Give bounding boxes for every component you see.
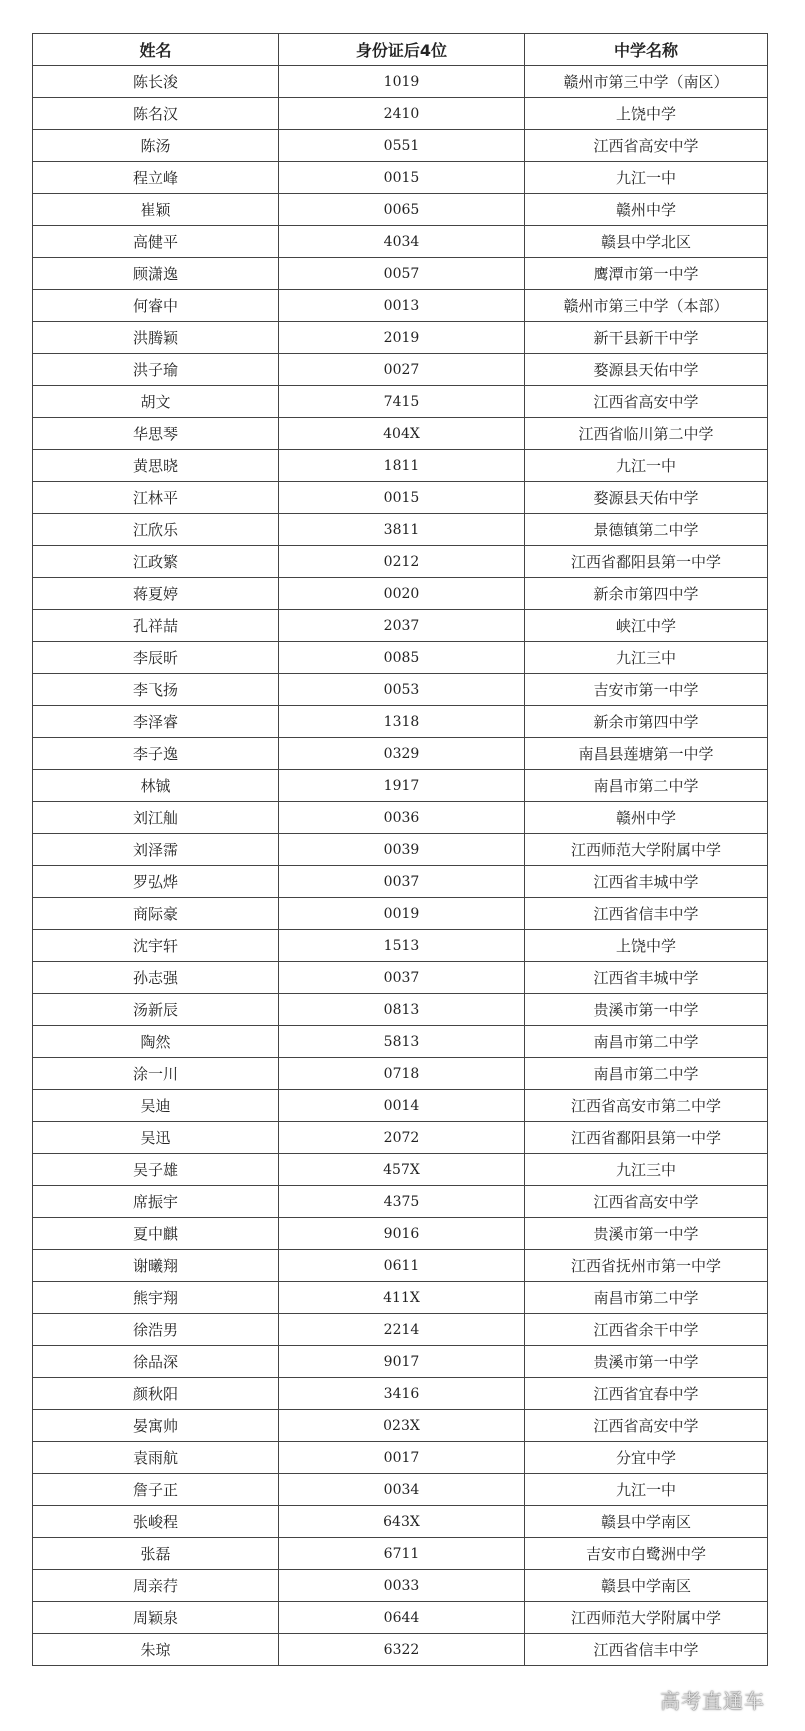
cell-school: 南昌县莲塘第一中学 bbox=[525, 738, 768, 770]
cell-school: 江西师范大学附属中学 bbox=[525, 834, 768, 866]
cell-name: 李飞扬 bbox=[33, 674, 279, 706]
table-row bbox=[33, 322, 768, 354]
cell-school: 九江三中 bbox=[525, 642, 768, 674]
cell-name: 张峻程 bbox=[33, 1506, 279, 1538]
cell-id-last4: 0611 bbox=[279, 1250, 525, 1282]
cell-id-last4: 6711 bbox=[279, 1538, 525, 1570]
cell-name: 林铖 bbox=[33, 770, 279, 802]
header-id-last4: 身份证后4位 bbox=[279, 34, 525, 66]
cell-name: 胡文 bbox=[33, 386, 279, 418]
cell-school: 南昌市第二中学 bbox=[525, 770, 768, 802]
cell-id-last4: 5813 bbox=[279, 1026, 525, 1058]
table-row bbox=[33, 1634, 768, 1666]
table-row bbox=[33, 962, 768, 994]
table-row bbox=[33, 130, 768, 162]
cell-id-last4: 6322 bbox=[279, 1634, 525, 1666]
cell-school: 贵溪市第一中学 bbox=[525, 994, 768, 1026]
cell-name: 熊宇翔 bbox=[33, 1282, 279, 1314]
cell-school: 江西省高安中学 bbox=[525, 1410, 768, 1442]
cell-name: 吴子雄 bbox=[33, 1154, 279, 1186]
table-row bbox=[33, 1538, 768, 1570]
cell-school: 江西省信丰中学 bbox=[525, 1634, 768, 1666]
table-row bbox=[33, 1026, 768, 1058]
table-row bbox=[33, 1346, 768, 1378]
cell-id-last4: 404X bbox=[279, 418, 525, 450]
cell-id-last4: 457X bbox=[279, 1154, 525, 1186]
cell-id-last4: 1513 bbox=[279, 930, 525, 962]
cell-school: 新余市第四中学 bbox=[525, 578, 768, 610]
cell-name: 何睿中 bbox=[33, 290, 279, 322]
cell-id-last4: 2410 bbox=[279, 98, 525, 130]
cell-school: 上饶中学 bbox=[525, 98, 768, 130]
cell-id-last4: 0551 bbox=[279, 130, 525, 162]
cell-id-last4: 0085 bbox=[279, 642, 525, 674]
cell-school: 江西省信丰中学 bbox=[525, 898, 768, 930]
cell-school: 江西省宜春中学 bbox=[525, 1378, 768, 1410]
cell-school: 婺源县天佑中学 bbox=[525, 354, 768, 386]
cell-school: 赣县中学南区 bbox=[525, 1570, 768, 1602]
table-row bbox=[33, 514, 768, 546]
cell-school: 新干县新干中学 bbox=[525, 322, 768, 354]
cell-school: 上饶中学 bbox=[525, 930, 768, 962]
cell-name: 涂一川 bbox=[33, 1058, 279, 1090]
cell-id-last4: 2072 bbox=[279, 1122, 525, 1154]
cell-id-last4: 411X bbox=[279, 1282, 525, 1314]
cell-id-last4: 0020 bbox=[279, 578, 525, 610]
table-row bbox=[33, 1314, 768, 1346]
cell-name: 汤新辰 bbox=[33, 994, 279, 1026]
cell-school: 新余市第四中学 bbox=[525, 706, 768, 738]
cell-id-last4: 7415 bbox=[279, 386, 525, 418]
cell-school: 贵溪市第一中学 bbox=[525, 1218, 768, 1250]
cell-name: 周亲荇 bbox=[33, 1570, 279, 1602]
cell-name: 徐浩男 bbox=[33, 1314, 279, 1346]
cell-id-last4: 0015 bbox=[279, 482, 525, 514]
table-row bbox=[33, 578, 768, 610]
table-row bbox=[33, 770, 768, 802]
cell-school: 赣州中学 bbox=[525, 194, 768, 226]
table-row bbox=[33, 1282, 768, 1314]
cell-id-last4: 3811 bbox=[279, 514, 525, 546]
cell-name: 周颖泉 bbox=[33, 1602, 279, 1634]
cell-name: 黄思晓 bbox=[33, 450, 279, 482]
table-row bbox=[33, 546, 768, 578]
cell-name: 吴迪 bbox=[33, 1090, 279, 1122]
table-row bbox=[33, 194, 768, 226]
header-row bbox=[33, 34, 768, 66]
cell-id-last4: 0037 bbox=[279, 866, 525, 898]
cell-id-last4: 0015 bbox=[279, 162, 525, 194]
cell-name: 陈长浚 bbox=[33, 66, 279, 98]
table-row bbox=[33, 706, 768, 738]
table-row bbox=[33, 66, 768, 98]
table-row bbox=[33, 290, 768, 322]
cell-name: 陶然 bbox=[33, 1026, 279, 1058]
table-row bbox=[33, 450, 768, 482]
table-row bbox=[33, 930, 768, 962]
cell-id-last4: 0039 bbox=[279, 834, 525, 866]
table-row bbox=[33, 354, 768, 386]
table-row bbox=[33, 898, 768, 930]
table-row bbox=[33, 98, 768, 130]
cell-name: 孙志强 bbox=[33, 962, 279, 994]
cell-name: 崔颖 bbox=[33, 194, 279, 226]
cell-name: 顾潇逸 bbox=[33, 258, 279, 290]
cell-school: 九江一中 bbox=[525, 162, 768, 194]
cell-id-last4: 1917 bbox=[279, 770, 525, 802]
cell-name: 晏寓帅 bbox=[33, 1410, 279, 1442]
table-row bbox=[33, 1218, 768, 1250]
cell-name: 沈宇轩 bbox=[33, 930, 279, 962]
cell-name: 陈汤 bbox=[33, 130, 279, 162]
table-row bbox=[33, 610, 768, 642]
cell-name: 朱琼 bbox=[33, 1634, 279, 1666]
table-row bbox=[33, 1442, 768, 1474]
table-body bbox=[33, 66, 768, 1666]
cell-name: 吴迅 bbox=[33, 1122, 279, 1154]
cell-id-last4: 0718 bbox=[279, 1058, 525, 1090]
cell-id-last4: 0065 bbox=[279, 194, 525, 226]
cell-name: 江林平 bbox=[33, 482, 279, 514]
watermark-text: 高考直通车 bbox=[660, 1689, 765, 1713]
table-row bbox=[33, 1474, 768, 1506]
cell-school: 九江三中 bbox=[525, 1154, 768, 1186]
cell-name: 商际豪 bbox=[33, 898, 279, 930]
cell-name: 张磊 bbox=[33, 1538, 279, 1570]
table-row bbox=[33, 162, 768, 194]
cell-id-last4: 643X bbox=[279, 1506, 525, 1538]
cell-school: 江西省鄱阳县第一中学 bbox=[525, 546, 768, 578]
cell-school: 赣县中学北区 bbox=[525, 226, 768, 258]
cell-name: 高健平 bbox=[33, 226, 279, 258]
cell-id-last4: 0027 bbox=[279, 354, 525, 386]
cell-school: 江西省余干中学 bbox=[525, 1314, 768, 1346]
cell-school: 赣州中学 bbox=[525, 802, 768, 834]
table-row bbox=[33, 1570, 768, 1602]
header-name: 姓名 bbox=[33, 34, 279, 66]
table-row bbox=[33, 258, 768, 290]
table-row bbox=[33, 226, 768, 258]
cell-id-last4: 3416 bbox=[279, 1378, 525, 1410]
cell-id-last4: 0033 bbox=[279, 1570, 525, 1602]
student-list-table bbox=[32, 33, 768, 1666]
cell-id-last4: 4034 bbox=[279, 226, 525, 258]
table-row bbox=[33, 674, 768, 706]
cell-name: 李子逸 bbox=[33, 738, 279, 770]
cell-school: 江西省临川第二中学 bbox=[525, 418, 768, 450]
cell-school: 南昌市第二中学 bbox=[525, 1058, 768, 1090]
cell-school: 贵溪市第一中学 bbox=[525, 1346, 768, 1378]
cell-id-last4: 1019 bbox=[279, 66, 525, 98]
cell-name: 江政繁 bbox=[33, 546, 279, 578]
cell-name: 刘江舢 bbox=[33, 802, 279, 834]
table-row bbox=[33, 738, 768, 770]
table-row bbox=[33, 1602, 768, 1634]
cell-school: 江西省高安市第二中学 bbox=[525, 1090, 768, 1122]
cell-name: 席振宇 bbox=[33, 1186, 279, 1218]
table-row bbox=[33, 482, 768, 514]
table-row bbox=[33, 642, 768, 674]
cell-id-last4: 0037 bbox=[279, 962, 525, 994]
cell-school: 九江一中 bbox=[525, 450, 768, 482]
cell-id-last4: 2037 bbox=[279, 610, 525, 642]
table-row bbox=[33, 386, 768, 418]
cell-school: 赣县中学南区 bbox=[525, 1506, 768, 1538]
cell-id-last4: 0813 bbox=[279, 994, 525, 1026]
cell-id-last4: 2214 bbox=[279, 1314, 525, 1346]
cell-id-last4: 0036 bbox=[279, 802, 525, 834]
cell-id-last4: 023X bbox=[279, 1410, 525, 1442]
cell-school: 江西省高安中学 bbox=[525, 1186, 768, 1218]
table-row bbox=[33, 418, 768, 450]
cell-id-last4: 0013 bbox=[279, 290, 525, 322]
cell-name: 洪腾颖 bbox=[33, 322, 279, 354]
cell-id-last4: 0329 bbox=[279, 738, 525, 770]
cell-school: 南昌市第二中学 bbox=[525, 1026, 768, 1058]
cell-id-last4: 9017 bbox=[279, 1346, 525, 1378]
cell-name: 袁雨航 bbox=[33, 1442, 279, 1474]
cell-name: 谢曦翔 bbox=[33, 1250, 279, 1282]
cell-name: 蒋夏婷 bbox=[33, 578, 279, 610]
cell-school: 分宜中学 bbox=[525, 1442, 768, 1474]
cell-school: 南昌市第二中学 bbox=[525, 1282, 768, 1314]
cell-id-last4: 0644 bbox=[279, 1602, 525, 1634]
cell-school: 江西省高安中学 bbox=[525, 386, 768, 418]
cell-name: 李辰昕 bbox=[33, 642, 279, 674]
table-row bbox=[33, 802, 768, 834]
cell-name: 徐品深 bbox=[33, 1346, 279, 1378]
cell-school: 赣州市第三中学（南区） bbox=[525, 66, 768, 98]
cell-name: 詹子正 bbox=[33, 1474, 279, 1506]
cell-id-last4: 0014 bbox=[279, 1090, 525, 1122]
table-row bbox=[33, 994, 768, 1026]
cell-id-last4: 9016 bbox=[279, 1218, 525, 1250]
cell-name: 华思琴 bbox=[33, 418, 279, 450]
cell-name: 程立峰 bbox=[33, 162, 279, 194]
table-header bbox=[33, 34, 768, 66]
cell-school: 江西省抚州市第一中学 bbox=[525, 1250, 768, 1282]
cell-school: 江西省高安中学 bbox=[525, 130, 768, 162]
header-school: 中学名称 bbox=[525, 34, 768, 66]
cell-id-last4: 0017 bbox=[279, 1442, 525, 1474]
cell-school: 江西省丰城中学 bbox=[525, 866, 768, 898]
cell-id-last4: 4375 bbox=[279, 1186, 525, 1218]
cell-school: 江西省鄱阳县第一中学 bbox=[525, 1122, 768, 1154]
table-row bbox=[33, 1058, 768, 1090]
table-row bbox=[33, 834, 768, 866]
cell-name: 罗弘烨 bbox=[33, 866, 279, 898]
cell-name: 李泽睿 bbox=[33, 706, 279, 738]
cell-id-last4: 0057 bbox=[279, 258, 525, 290]
table-row bbox=[33, 866, 768, 898]
cell-id-last4: 1318 bbox=[279, 706, 525, 738]
table-row bbox=[33, 1154, 768, 1186]
table-row bbox=[33, 1186, 768, 1218]
table-row bbox=[33, 1378, 768, 1410]
cell-school: 九江一中 bbox=[525, 1474, 768, 1506]
cell-name: 陈名汉 bbox=[33, 98, 279, 130]
cell-school: 鹰潭市第一中学 bbox=[525, 258, 768, 290]
cell-name: 洪子瑜 bbox=[33, 354, 279, 386]
cell-school: 景德镇第二中学 bbox=[525, 514, 768, 546]
cell-school: 赣州市第三中学（本部） bbox=[525, 290, 768, 322]
cell-name: 江欣乐 bbox=[33, 514, 279, 546]
student-list-table-wrapper bbox=[32, 33, 767, 1666]
cell-id-last4: 2019 bbox=[279, 322, 525, 354]
table-row bbox=[33, 1250, 768, 1282]
cell-id-last4: 0019 bbox=[279, 898, 525, 930]
cell-school: 江西省丰城中学 bbox=[525, 962, 768, 994]
cell-school: 峡江中学 bbox=[525, 610, 768, 642]
cell-school: 婺源县天佑中学 bbox=[525, 482, 768, 514]
cell-name: 夏中麒 bbox=[33, 1218, 279, 1250]
cell-id-last4: 0034 bbox=[279, 1474, 525, 1506]
table-row bbox=[33, 1122, 768, 1154]
cell-id-last4: 0053 bbox=[279, 674, 525, 706]
cell-id-last4: 1811 bbox=[279, 450, 525, 482]
table-row bbox=[33, 1506, 768, 1538]
cell-name: 刘泽霈 bbox=[33, 834, 279, 866]
table-row bbox=[33, 1090, 768, 1122]
cell-school: 吉安市白鹭洲中学 bbox=[525, 1538, 768, 1570]
cell-school: 吉安市第一中学 bbox=[525, 674, 768, 706]
cell-id-last4: 0212 bbox=[279, 546, 525, 578]
cell-name: 颜秋阳 bbox=[33, 1378, 279, 1410]
cell-name: 孔祥喆 bbox=[33, 610, 279, 642]
table-row bbox=[33, 1410, 768, 1442]
cell-school: 江西师范大学附属中学 bbox=[525, 1602, 768, 1634]
